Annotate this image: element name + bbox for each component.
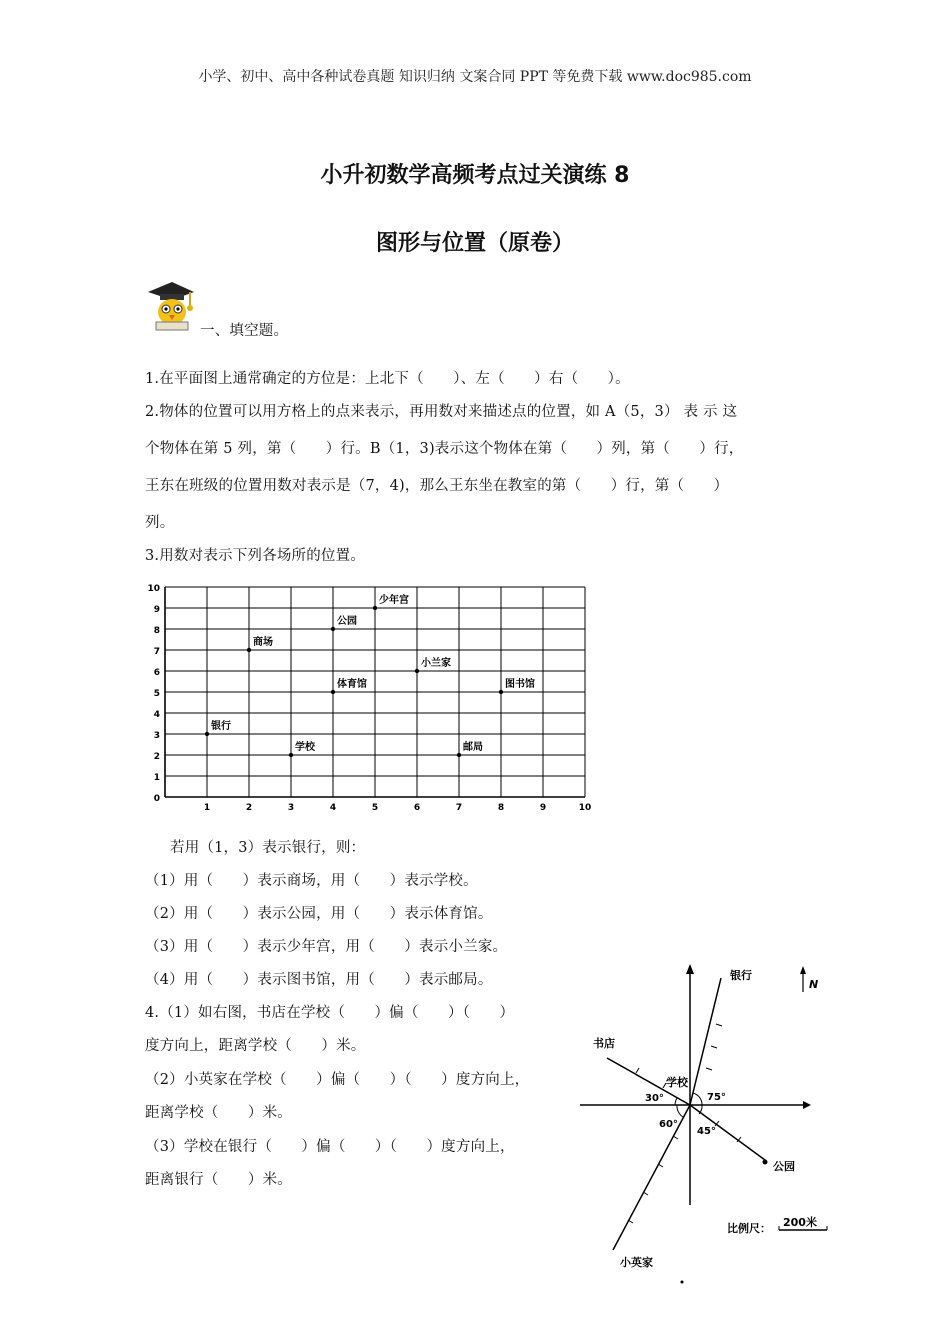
- angle-60-label: 60°: [659, 1119, 678, 1130]
- y-tick-label: 2: [153, 752, 160, 762]
- y-tick-label: 4: [153, 710, 160, 720]
- place-point: [373, 606, 377, 610]
- question-3: 3.用数对表示下列各场所的位置。: [145, 548, 366, 564]
- place-label: 少年宫: [379, 595, 409, 606]
- x-tick-label: 7: [455, 803, 463, 813]
- y-tick-label: 5: [153, 689, 160, 699]
- school-label: 学校: [666, 1076, 688, 1089]
- page-title: 小升初数学高频考点过关演练 8: [320, 163, 630, 188]
- y-tick-label: 3: [153, 731, 160, 741]
- x-tick-label: 10: [578, 803, 592, 813]
- question-4-line-3: （2）小英家在学校（ ）偏（ ）（ ）度方向上，: [145, 1072, 530, 1088]
- place-label: 公园: [337, 616, 357, 627]
- y-tick-label: 6: [153, 668, 160, 678]
- y-tick-label: 0: [153, 794, 160, 804]
- x-tick-label: 6: [413, 803, 421, 813]
- page-subtitle: 图形与位置（原卷）: [375, 231, 574, 256]
- y-tick-label: 8: [153, 626, 160, 636]
- angle-30-label: 30°: [645, 1093, 664, 1104]
- coordinate-grid: [140, 575, 610, 815]
- y-tick-label: 7: [153, 647, 160, 657]
- park-label: 公园: [773, 1160, 795, 1173]
- place-label: 银行: [211, 721, 231, 732]
- place-label: 体育馆: [337, 679, 367, 690]
- question-1: 1.在平面图上通常确定的方位是：上北下（ ）、左（ ）右（ ）。: [145, 371, 630, 387]
- question-4-line-2: 度方向上，距离学校（ ）米。: [145, 1038, 366, 1054]
- question-2-line-3: 王东在班级的位置用数对表示是（7，4)，那么王东坐在教室的第（ ）行，第（ ）: [145, 478, 729, 494]
- angle-75-label: 75°: [707, 1092, 726, 1103]
- question-4-line-1: 4.（1）如右图，书店在学校（ ）偏（ ）（ ）: [145, 1005, 515, 1021]
- place-point: [457, 753, 461, 757]
- question-4-line-4: 距离学校（ ）米。: [145, 1105, 292, 1121]
- question-2-line-1: 2.物体的位置可以用方格上的点来表示，再用数对来描述点的位置，如 A（5，3） 表 示 这: [145, 404, 738, 420]
- place-point: [205, 732, 209, 736]
- x-tick-label: 8: [497, 803, 505, 813]
- place-label: 商场: [253, 637, 273, 648]
- place-point: [415, 669, 419, 673]
- question-2-line-2: 个物体在第 5 列，第（ ）行。B（1，3)表示这个物体在第（ ）列，第（ ）行，: [145, 441, 744, 457]
- question-3-item-3: （3）用（ ）表示少年宫，用（ ）表示小兰家。: [145, 939, 508, 955]
- place-label: 邮局: [463, 742, 483, 753]
- home-label: 小英家: [620, 1256, 653, 1269]
- bank-label: 银行: [730, 969, 752, 982]
- home-ray: [613, 1105, 690, 1250]
- y-tick-label: 10: [147, 584, 160, 594]
- question-4-line-6: 距离银行（ ）米。: [145, 1172, 292, 1188]
- y-tick-label: 1: [153, 773, 160, 783]
- scale-label: 比例尺：: [727, 1222, 771, 1235]
- x-tick-label: 3: [287, 803, 295, 813]
- question-4-line-5: （3）学校在银行（ ）偏（ ）（ ）度方向上，: [145, 1139, 515, 1155]
- place-point: [331, 690, 335, 694]
- question-3-item-2: （2）用（ ）表示公园，用（ ）表示体育馆。: [145, 906, 493, 922]
- place-point: [247, 648, 251, 652]
- scholar-mascot-icon: [142, 278, 198, 334]
- bank-ray: [690, 978, 721, 1105]
- place-label: 图书馆: [505, 679, 535, 690]
- x-tick-label: 9: [539, 803, 547, 813]
- place-point: [499, 690, 503, 694]
- place-point: [331, 627, 335, 631]
- x-tick-label: 1: [203, 803, 211, 813]
- direction-diagram: [575, 960, 865, 1290]
- question-3-item-1: （1）用（ ）表示商场，用（ ）表示学校。: [145, 873, 478, 889]
- north-label: N: [809, 978, 819, 991]
- question-3-item-4: （4）用（ ）表示图书馆，用（ ）表示邮局。: [145, 972, 493, 988]
- place-label: 小兰家: [421, 658, 451, 669]
- place-point: [289, 753, 293, 757]
- angle-45-label: 45°: [697, 1126, 716, 1137]
- x-tick-label: 5: [371, 803, 379, 813]
- question-2-line-4: 列。: [145, 515, 175, 531]
- place-label: 学校: [295, 742, 315, 753]
- x-tick-label: 4: [329, 803, 337, 813]
- bookstore-label: 书店: [593, 1037, 615, 1050]
- question-3-intro: 若用（1，3）表示银行，则：: [170, 840, 366, 856]
- x-tick-label: 2: [245, 803, 253, 813]
- page-header: 小学、初中、高中各种试卷真题 知识归纳 文案合同 PPT 等免费下载 www.doc985.com: [198, 69, 752, 85]
- scale-value: 200米: [783, 1216, 817, 1229]
- y-tick-label: 9: [153, 605, 160, 615]
- section-heading: 一、填空题。: [200, 323, 289, 339]
